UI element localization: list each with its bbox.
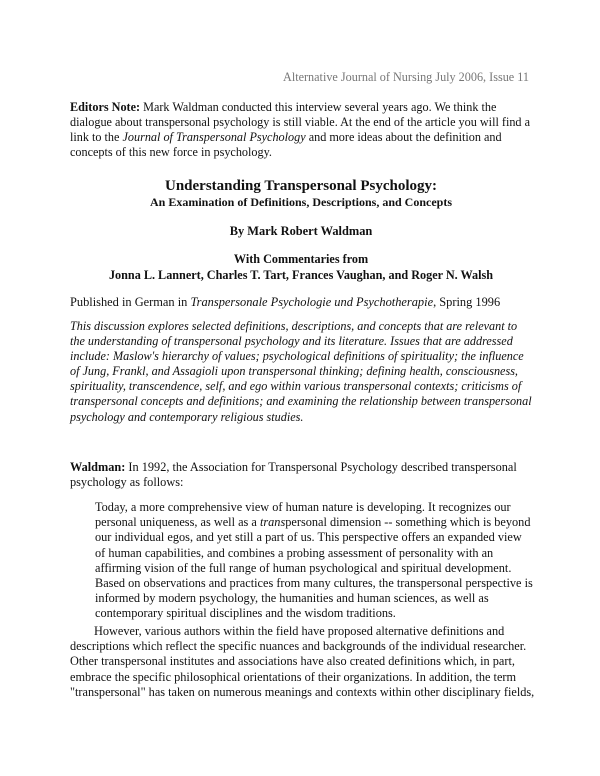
abstract: This discussion explores selected definitions, descriptions, and concepts that are relevant to the understanding of transpersonal psychology and its literature. Issues that are addressed include: Maslow's hierarchy of values; psychological definitions of spirituality; the influence of Jung, Frankl, and Assagioli upon transpersonal thinking; defining health, consciousness, spirituality, transcendence, self, and ego within various transpersonal contexts; criticisms of transpersonal concepts and definitions; and examining the relationship between transpersonal psychology and contemporary religious studies. <box>70 319 532 424</box>
article-subtitle: An Examination of Definitions, Descriptions, and Concepts <box>149 195 453 209</box>
commentary-block <box>70 252 532 283</box>
waldman-intro <box>70 460 535 490</box>
block-quote <box>95 500 535 622</box>
publication-line <box>70 295 540 310</box>
article-title: Understanding Transpersonal Psychology: <box>165 178 437 194</box>
byline: By Mark Robert Waldman <box>229 224 373 238</box>
editors-note-text-1: Mark Waldman conducted this interview several years ago. We think the dialogue about transpersonal psychology is still viable. At the end of the article you will find a link to the <box>70 100 530 144</box>
editors-note <box>70 100 535 160</box>
quote-part-2: personal dimension -- something which is beyond our individual egos, and yet still a part of us. This perspective offers an expanded view of human capabilities, and combines a probing assessment of personality with an affirming vision of the full range of human psychological and spiritual development. Based on observations and practices from many cultures, the transpersonal perspective is informed by modern psychology, the humanities and human sciences, as well as contemporary spiritual disciplines and the wisdom traditions. <box>95 515 533 621</box>
editors-note-label: Editors Note: <box>70 100 141 114</box>
editors-note-journal-name: Journal of Transpersonal Psychology <box>122 129 306 144</box>
intro-text: In 1992, the Association for Transpersonal Psychology described transpersonal psychology as follows: <box>70 460 517 490</box>
publication-venue: Transpersonale Psychologie und Psychotherapie <box>190 295 434 309</box>
quote-part-1: Today, a more comprehensive view of human nature is developing. It recognizes our personal uniqueness, as well as a <box>95 500 511 530</box>
publication-suffix: , Spring 1996 <box>433 295 501 309</box>
body-paragraph: However, various authors within the field have proposed alternative definitions and descriptions which reflect the specific nuances and backgrounds of the individual researcher. Other transpersonal institutes and associations have also created definitions which, in part, embrace the specific philosophical orientations of their organizations. In addition, the term "transpersonal" has taken on numerous meanings and contexts within other disciplinary fields, <box>70 624 535 699</box>
editors-note-text-2: and more ideas about the definition and concepts of this new force in psychology. <box>70 129 502 159</box>
commentary-heading: With Commentaries from <box>233 252 369 266</box>
journal-header: Alternative Journal of Nursing July 2006, Issue 11 <box>283 70 529 84</box>
commentators: Jonna L. Lannert, Charles T. Tart, Frances Vaughan, and Roger N. Walsh <box>108 267 494 282</box>
title-block <box>70 178 532 210</box>
speaker-label: Waldman: <box>70 460 126 474</box>
quote-trans-italic: trans <box>259 515 286 530</box>
publication-prefix: Published in German in <box>70 295 191 309</box>
